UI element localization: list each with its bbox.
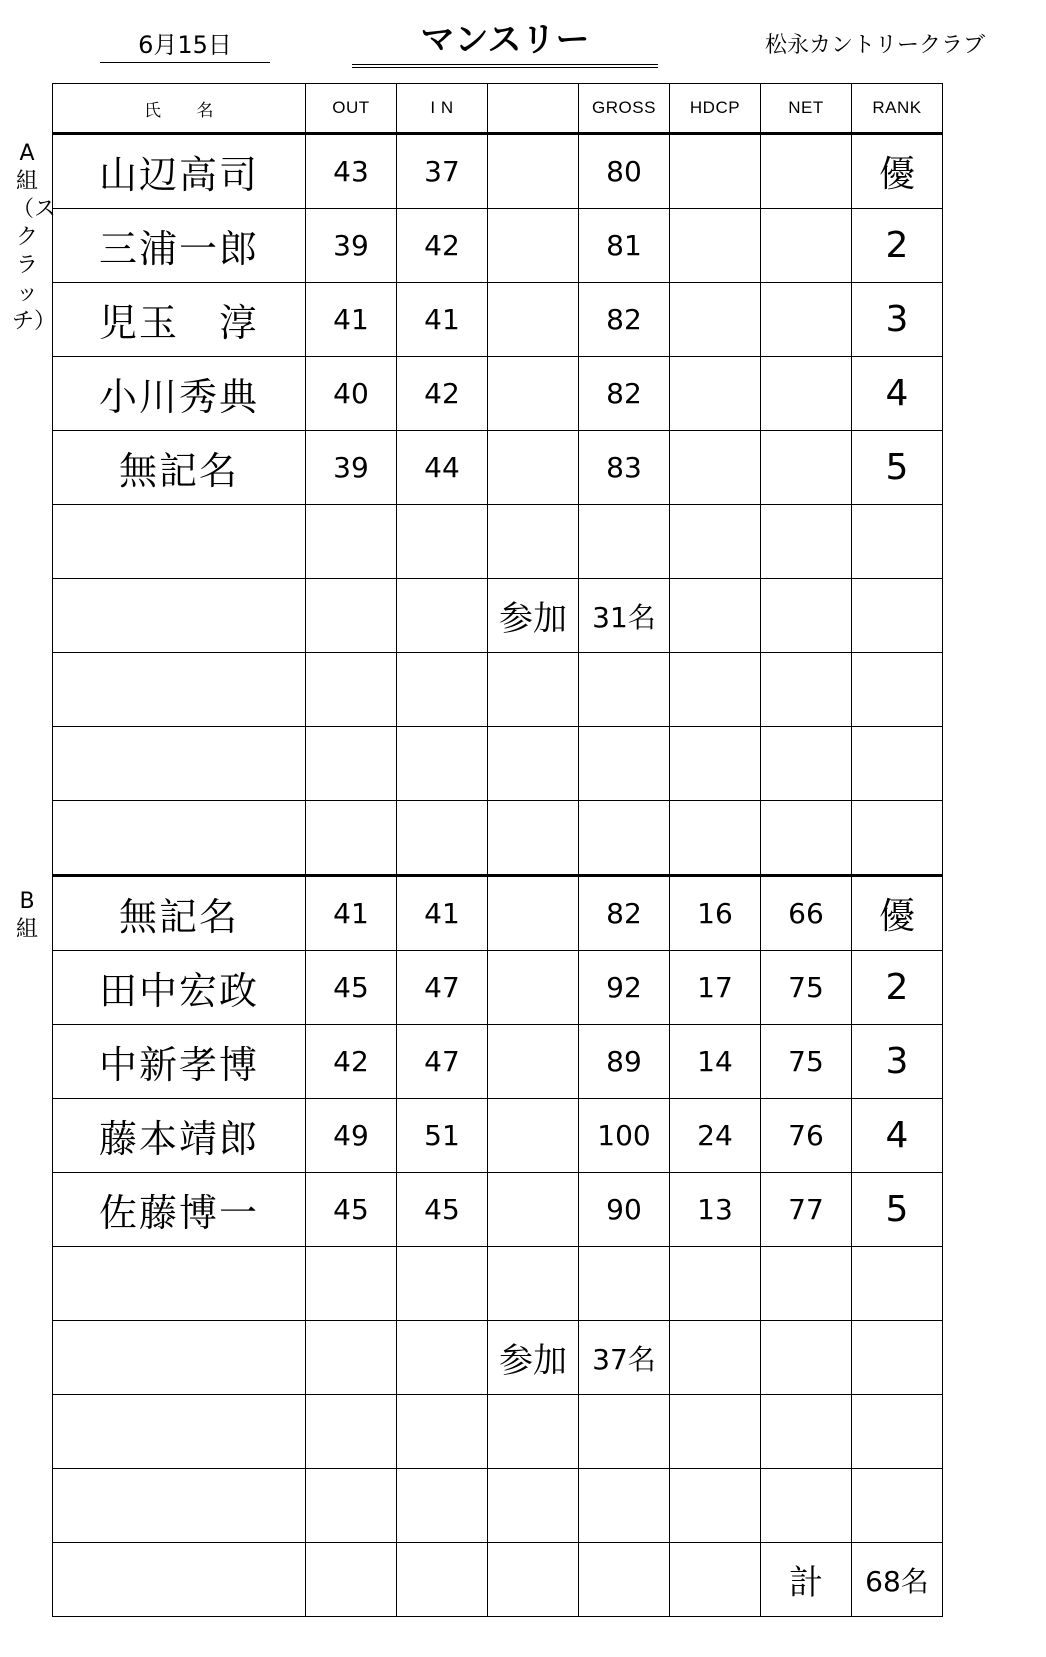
hdcp-value: 13	[670, 1173, 761, 1247]
rank-value: 3	[852, 283, 943, 357]
rank-value: 優	[852, 134, 943, 209]
player-name: 小川秀典	[53, 357, 306, 431]
hdcp-value: 14	[670, 1025, 761, 1099]
rank-value: 3	[852, 1025, 943, 1099]
participation-row	[53, 1321, 943, 1395]
net-score	[761, 283, 852, 357]
player-name: 山辺高司	[53, 134, 306, 209]
in-score: 41	[397, 876, 488, 951]
out-score: 40	[306, 357, 397, 431]
gross-score: 89	[579, 1025, 670, 1099]
table-row	[53, 209, 943, 283]
blank-cell	[488, 1099, 579, 1173]
player-name: 無記名	[53, 876, 306, 951]
rank-value: 2	[852, 951, 943, 1025]
in-score: 37	[397, 134, 488, 209]
in-score: 41	[397, 283, 488, 357]
gross-score: 100	[579, 1099, 670, 1173]
blank-cell	[488, 876, 579, 951]
hdcp-value: 16	[670, 876, 761, 951]
empty-row	[53, 1395, 943, 1469]
col-gross: GROSS	[579, 84, 670, 134]
player-name: 佐藤博一	[53, 1173, 306, 1247]
participation-row	[53, 579, 943, 653]
rank-value: 優	[852, 876, 943, 951]
table-row	[53, 1173, 943, 1247]
blank-cell	[488, 1025, 579, 1099]
in-score: 45	[397, 1173, 488, 1247]
participation-count: 37名	[579, 1321, 670, 1395]
net-score: 66	[761, 876, 852, 951]
gross-score: 90	[579, 1173, 670, 1247]
col-blank	[488, 84, 579, 134]
net-score: 76	[761, 1099, 852, 1173]
total-row	[53, 1543, 943, 1617]
net-score	[761, 209, 852, 283]
in-score: 47	[397, 951, 488, 1025]
gross-score: 92	[579, 951, 670, 1025]
hdcp-value	[670, 209, 761, 283]
out-score: 43	[306, 134, 397, 209]
gross-score: 82	[579, 283, 670, 357]
in-score: 42	[397, 209, 488, 283]
rank-value: 2	[852, 209, 943, 283]
hdcp-value	[670, 134, 761, 209]
in-score: 47	[397, 1025, 488, 1099]
group-b-label: B組	[15, 889, 38, 942]
col-net: NET	[761, 84, 852, 134]
player-name: 藤本靖郎	[53, 1099, 306, 1173]
col-in: I N	[397, 84, 488, 134]
net-score	[761, 357, 852, 431]
table-row	[53, 283, 943, 357]
player-name: 無記名	[53, 431, 306, 505]
table-row	[53, 951, 943, 1025]
participation-label: 参加	[488, 579, 579, 653]
out-score: 49	[306, 1099, 397, 1173]
table-row	[53, 1099, 943, 1173]
blank-cell	[488, 357, 579, 431]
gross-score: 82	[579, 357, 670, 431]
blank-cell	[488, 209, 579, 283]
col-hdcp: HDCP	[670, 84, 761, 134]
gross-score: 80	[579, 134, 670, 209]
gross-score: 81	[579, 209, 670, 283]
player-name: 田中宏政	[53, 951, 306, 1025]
empty-row	[53, 727, 943, 801]
table-row	[53, 1025, 943, 1099]
out-score: 39	[306, 209, 397, 283]
player-name: 三浦一郎	[53, 209, 306, 283]
blank-cell	[488, 951, 579, 1025]
hdcp-value: 17	[670, 951, 761, 1025]
gross-score: 82	[579, 876, 670, 951]
participation-count: 31名	[579, 579, 670, 653]
out-score: 41	[306, 876, 397, 951]
group-a-label: A組（スクラッチ）	[12, 141, 57, 334]
empty-row	[53, 1247, 943, 1321]
event-date: 6月15日	[100, 28, 270, 63]
gross-score: 83	[579, 431, 670, 505]
table-row	[53, 431, 943, 505]
out-score: 42	[306, 1025, 397, 1099]
hdcp-value	[670, 357, 761, 431]
col-name: 氏 名	[53, 84, 306, 134]
total-label: 計	[761, 1543, 852, 1617]
document-title: マンスリー	[352, 18, 658, 68]
empty-row	[53, 1469, 943, 1543]
player-name: 児玉 淳	[53, 283, 306, 357]
col-out: OUT	[306, 84, 397, 134]
participation-label: 参加	[488, 1321, 579, 1395]
table-row	[53, 134, 943, 209]
net-score	[761, 431, 852, 505]
empty-row	[53, 505, 943, 579]
hdcp-value: 24	[670, 1099, 761, 1173]
rank-value: 4	[852, 1099, 943, 1173]
total-count: 68名	[852, 1543, 943, 1617]
player-name: 中新孝博	[53, 1025, 306, 1099]
out-score: 45	[306, 951, 397, 1025]
net-score: 75	[761, 1025, 852, 1099]
blank-cell	[488, 283, 579, 357]
table-row	[53, 357, 943, 431]
rank-value: 5	[852, 431, 943, 505]
hdcp-value	[670, 431, 761, 505]
blank-cell	[488, 134, 579, 209]
net-score	[761, 134, 852, 209]
net-score: 75	[761, 951, 852, 1025]
in-score: 42	[397, 357, 488, 431]
rank-value: 5	[852, 1173, 943, 1247]
club-name: 松永カントリークラブ	[764, 33, 985, 58]
empty-row	[53, 653, 943, 727]
in-score: 44	[397, 431, 488, 505]
out-score: 41	[306, 283, 397, 357]
out-score: 39	[306, 431, 397, 505]
net-score: 77	[761, 1173, 852, 1247]
rank-value: 4	[852, 357, 943, 431]
blank-cell	[488, 431, 579, 505]
empty-row	[53, 801, 943, 876]
header-row	[53, 84, 943, 134]
col-rank: RANK	[852, 84, 943, 134]
blank-cell	[488, 1173, 579, 1247]
results-table	[52, 83, 943, 1617]
out-score: 45	[306, 1173, 397, 1247]
in-score: 51	[397, 1099, 488, 1173]
hdcp-value	[670, 283, 761, 357]
table-row	[53, 876, 943, 951]
